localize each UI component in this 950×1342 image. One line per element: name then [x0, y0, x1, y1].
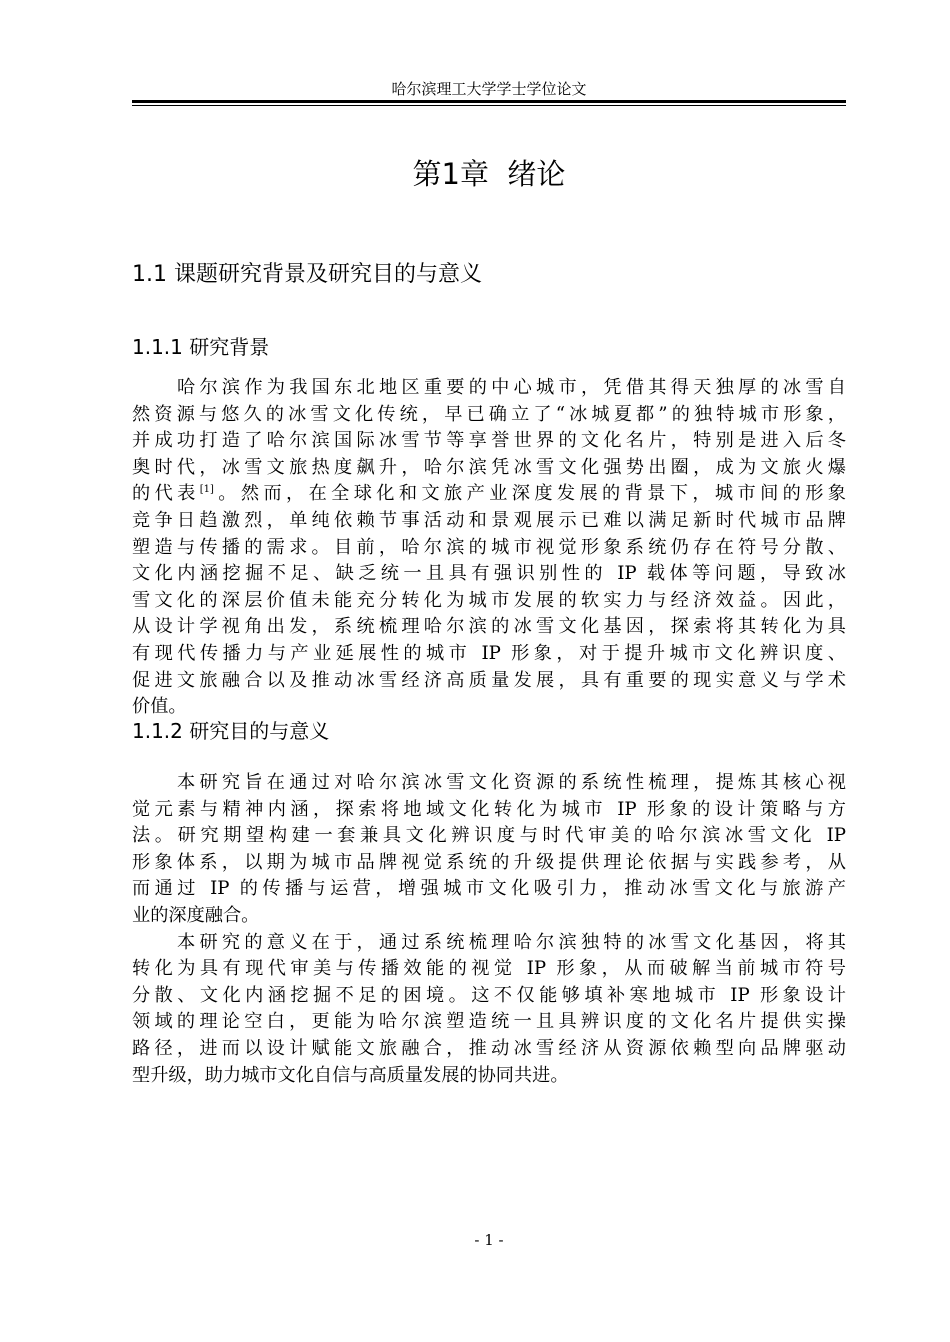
paragraph-line: 雪文化的深层价值未能充分转化为城市发展的软实力与经济效益。因此，: [132, 589, 846, 611]
paragraph-line: 文化内涵挖掘不足、缺乏统一且具有强识别性的 IP 载体等问题，导致冰: [132, 563, 846, 585]
paragraph-line: 法。研究期望构建一套兼具文化辨识度与时代审美的哈尔滨冰雪文化 IP: [132, 825, 846, 847]
paragraph-line: 哈尔滨作为我国东北地区重要的中心城市，凭借其得天独厚的冰雪自: [177, 377, 846, 398]
citation-reference: [1]: [199, 484, 214, 496]
paragraph-line: 塑造与传播的需求。目前，哈尔滨的城市视觉形象系统仍存在符号分散、: [132, 536, 846, 558]
paragraph-line: 从设计学视角出发，系统梳理哈尔滨的冰雪文化基因，探索将其转化为具: [132, 616, 846, 638]
paragraph-line: 业的深度融合。: [132, 904, 260, 926]
section-heading-1-1-1: 1.1.1 研究背景: [132, 335, 270, 359]
section-heading-1-1-2: 1.1.2 研究目的与意义: [132, 719, 330, 743]
paragraph-line: 奥时代，冰雪文旅热度飙升，哈尔滨凭冰雪文化强势出圈，成为文旅火爆: [132, 456, 846, 478]
chapter-title: 第1章 绪论: [412, 157, 566, 191]
paragraph-line: 价值。: [132, 696, 187, 718]
page-number: - 1 -: [474, 1231, 504, 1249]
header-rule-thin: [132, 105, 846, 106]
paragraph-line: 有现代传播力与产业延展性的城市 IP 形象，对于提升城市文化辨识度、: [132, 642, 846, 664]
paragraph-line: 而通过 IP 的传播与运营，增强城市文化吸引力，推动冰雪文化与旅游产: [132, 878, 846, 900]
paragraph-line: 形象体系，以期为城市品牌视觉系统的升级提供理论依据与实践参考，从: [132, 851, 846, 873]
running-header: 哈尔滨理工大学学士学位论文: [391, 80, 587, 98]
paragraph-line: 本研究旨在通过对哈尔滨冰雪文化资源的系统性梳理，提炼其核心视: [177, 772, 846, 793]
header-rule-thick: [132, 100, 846, 103]
research-purpose-paragraphs: [132, 770, 846, 1089]
paragraph-line: 路径，进而以设计赋能文旅融合，推动冰雪经济从资源依赖型向品牌驱动: [132, 1037, 846, 1059]
paragraph-line: 觉元素与精神内涵，探索将地域文化转化为城市 IP 形象的设计策略与方: [132, 798, 846, 820]
paragraph-line: 促进文旅融合以及推动冰雪经济高质量发展，具有重要的现实意义与学术: [132, 669, 846, 691]
line-suffix: 。然而，在全球化和文旅产业深度发展的背景下，城市间的形象: [213, 483, 846, 505]
paragraph-line: 竞争日趋激烈，单纯依赖节事活动和景观展示已难以满足新时代城市品牌: [132, 509, 846, 531]
research-background-paragraph: [132, 375, 846, 721]
paragraph-line: 领域的理论空白，更能为哈尔滨塑造统一且具辨识度的文化名片提供实操: [132, 1011, 846, 1033]
paragraph-line: 分散、文化内涵挖掘不足的困境。这不仅能够填补寒地城市 IP 形象设计: [132, 984, 846, 1006]
line-prefix: 的代表: [132, 483, 200, 505]
paragraph-line: 型升级，助力城市文化自信与高质量发展的协同共进。: [132, 1064, 569, 1086]
paragraph-line: 并成功打造了哈尔滨国际冰雪节等享誉世界的文化名片，特别是进入后冬: [132, 430, 846, 452]
paragraph-line-with-citation: [132, 481, 846, 508]
paragraph-line: 然资源与悠久的冰雪文化传统，早已确立了“冰城夏都”的独特城市形象，: [132, 403, 846, 425]
section-heading-1-1: 1.1 课题研究背景及研究目的与意义: [132, 262, 482, 287]
paragraph-line: 转化为具有现代审美与传播效能的视觉 IP 形象，从而破解当前城市符号: [132, 958, 846, 980]
paragraph-line: 本研究的意义在于，通过系统梳理哈尔滨独特的冰雪文化基因，将其: [177, 931, 846, 953]
